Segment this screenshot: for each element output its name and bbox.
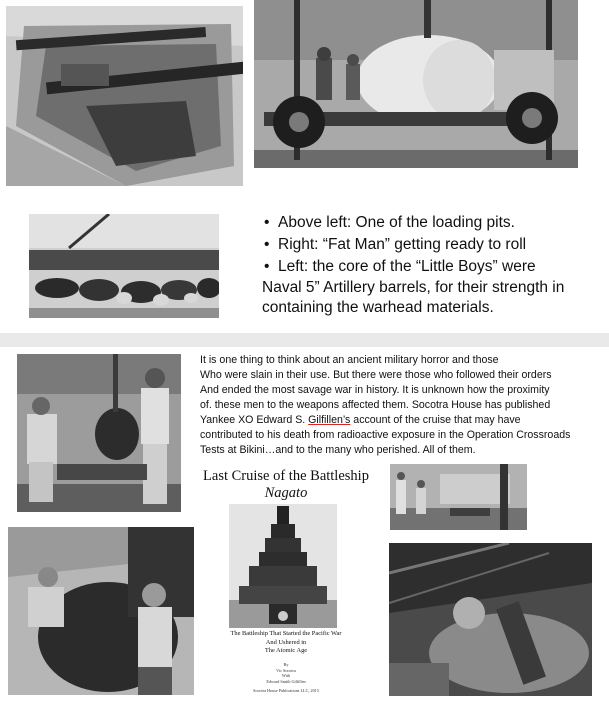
crossroads-paragraph	[200, 353, 600, 458]
caption-continuation-line-2: containing the warhead materials.	[262, 299, 494, 316]
caption-continuation-line-1: Naval 5” Artillery barrels, for their strength in	[262, 279, 565, 296]
paragraph-line-5-end: account of the cruise that may have	[350, 414, 521, 426]
book-credit-line: Edward Smith Gilfillen	[266, 678, 306, 684]
book-credit-line: By	[283, 662, 289, 667]
caption-bullet-loading-pit: • Above left: One of the loading pits.	[262, 212, 602, 234]
gilfillen-name: Gilfillen’s	[308, 414, 351, 426]
paragraph-line: Tests at Bikini…and to the many who perished. All of them.	[200, 444, 476, 456]
caption-bullet-little-boy: • Left: the core of the “Little Boys” were	[262, 256, 602, 278]
loading-pit-photo	[6, 6, 243, 186]
book-tagline	[207, 630, 365, 656]
paragraph-line: It is one thing to think about an ancient military horror and those	[200, 354, 499, 366]
battleship-photo	[229, 504, 337, 628]
workers-bomb-casing-photo	[17, 354, 181, 512]
paragraph-line-5-start: Yankee XO Edward S.	[200, 414, 309, 426]
sailor-resting-photo	[389, 543, 592, 696]
top-slide	[0, 0, 609, 333]
book-subtitle: Nagato	[264, 485, 308, 501]
book-tagline-line: The Battleship That Started the Pacific War	[230, 630, 342, 637]
book-tagline-line: The Atomic Age	[264, 647, 308, 654]
book-credits	[207, 662, 365, 684]
caption-bullet-fat-man: • Right: “Fat Man” getting ready to roll	[262, 234, 602, 256]
caption-continuation	[262, 278, 607, 318]
book-publisher: Socotra House Publications LLC, 2015	[253, 688, 319, 693]
paragraph-line	[200, 413, 600, 428]
crew-on-deck-photo	[390, 464, 527, 530]
paragraph-line: And ended the most savage war in history. It is unknown how the proximity	[200, 384, 550, 396]
paragraph-line: Who were slain in their use. But there were those who followed their orders	[200, 369, 552, 381]
little-boy-barrels-photo	[29, 214, 219, 318]
book-cover	[197, 460, 375, 698]
paragraph-line: contributed to his death from radioactive exposure in the Operation Crossroads	[200, 429, 571, 441]
shirtless-workers-photo	[8, 527, 194, 695]
paragraph-line: of. these men to the weapons affected them. Socotra House has published	[200, 399, 551, 411]
slide-divider	[0, 333, 609, 347]
book-credit-line: Vic Socotra	[276, 667, 296, 673]
book-credit-line: With	[281, 673, 291, 679]
book-title: Last Cruise of the Battleship	[203, 468, 369, 484]
photo-caption-bullets	[262, 212, 602, 278]
book-tagline-line: And Ushered in	[265, 638, 307, 646]
fat-man-photo	[254, 0, 578, 168]
